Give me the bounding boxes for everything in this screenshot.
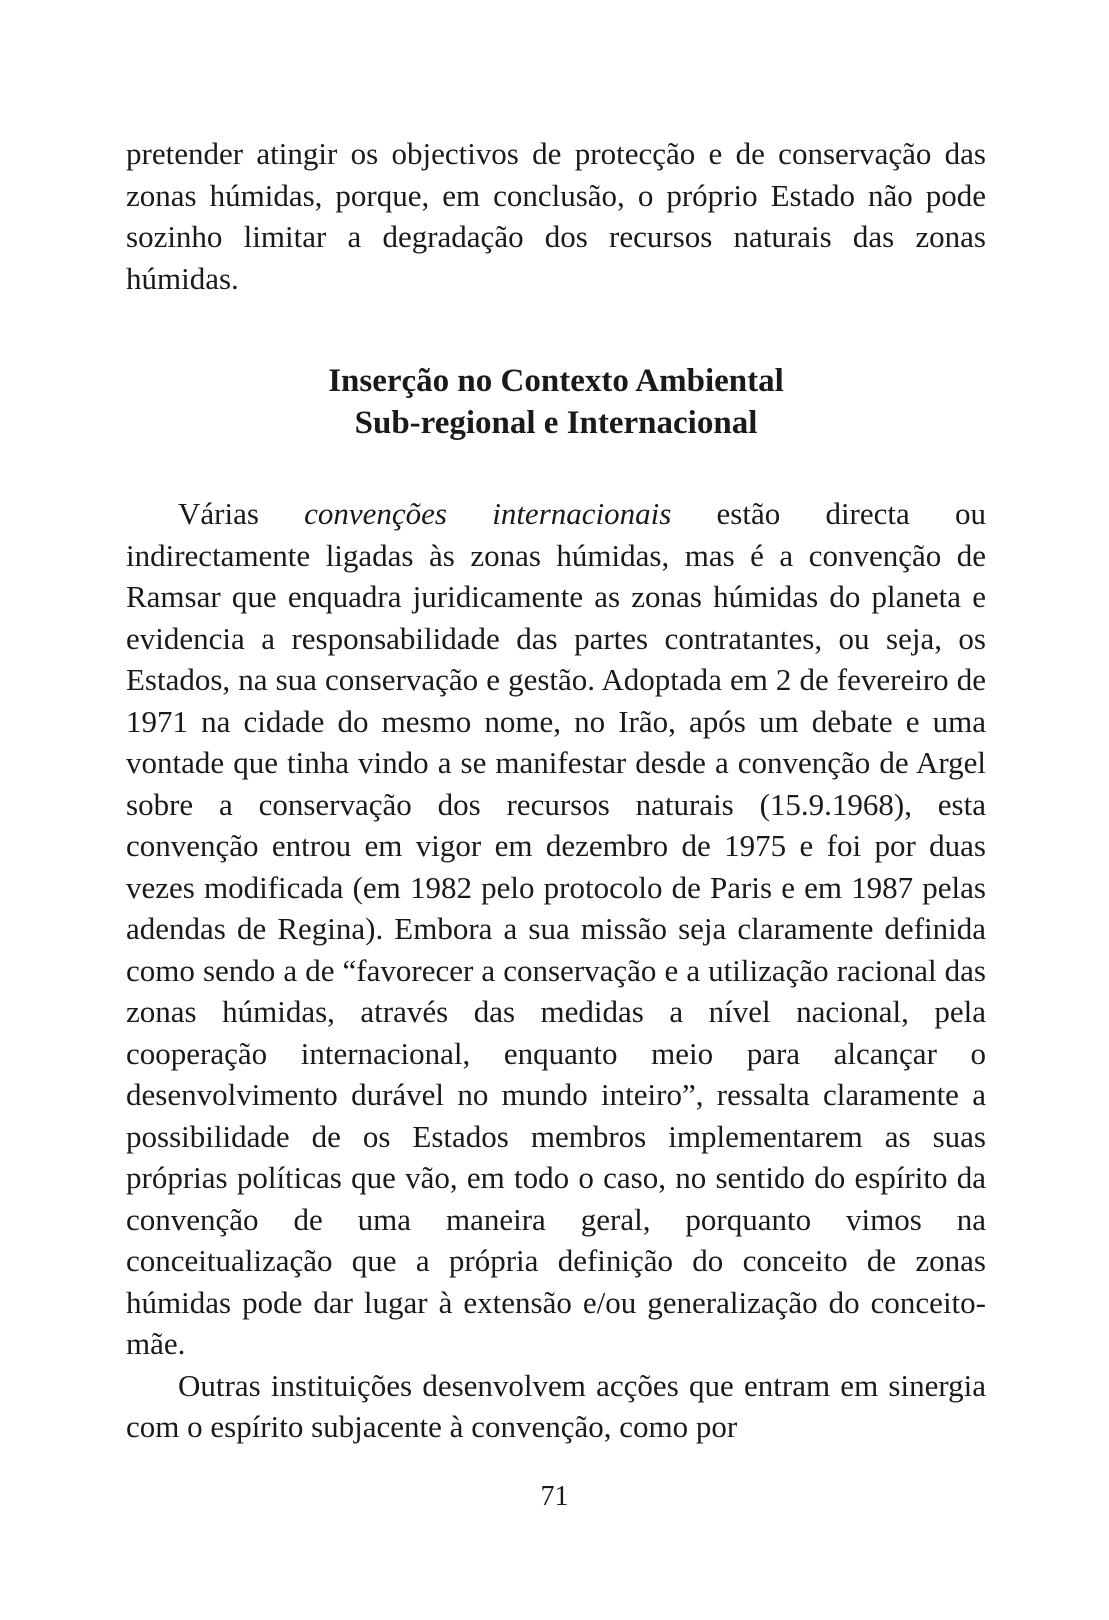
page-body bbox=[126, 133, 986, 1448]
paragraph-ramsar-convention bbox=[126, 493, 986, 1365]
paragraph-body: estão directa ou indirectamente ligadas às zonas húmidas, mas é a convenção de Ramsar que enquadra juridicamente as zonas húmidas do planeta e evidencia a responsabilidade das partes contratantes, ou seja, os Estados, na sua conservação e gestão. Adoptada em 2 de fevereiro de 1971 na cidade do mesmo nome, no Irão, após um debate e uma vontade que tinha vindo a se manifestar desde a convenção de Argel sobre a conservação dos recursos naturais (15.9.1968), esta convenção entrou em vigor em dezembro de 1975 e foi por duas vezes modificada (em 1982 pelo protocolo de Paris e em 1987 pelas adendas de Regina). Embora a sua missão seja claramente definida como sendo a de “favorecer a conservação e a utilização racional das zonas húmidas, através das medidas a nível nacional, pela cooperação internacional, enquanto meio para alcançar o desenvolvimento durável no mundo inteiro”, ressalta claramente a possibilidade de os Estados membros implementarem as suas próprias políticas que vão, em todo o caso, no sentido do espírito da convenção de uma maneira geral, porquanto vimos na conceitualização que a própria definição do conceito de zonas húmidas pode dar lugar à extensão e/ou generalização do conceito-mãe. bbox=[126, 496, 986, 1361]
paragraph-lead: Várias bbox=[178, 496, 305, 531]
paragraph-other-institutions: Outras instituições desenvolvem acções que entram em sinergia com o espírito subjacente à convenção, como por bbox=[126, 1367, 986, 1444]
section-heading-line-2: Sub-regional e Internacional bbox=[354, 405, 758, 441]
section-heading-line-1: Inserção no Contexto Ambiental bbox=[328, 363, 784, 399]
page-number: 71 bbox=[540, 1481, 569, 1512]
section-heading bbox=[126, 360, 986, 444]
opening-paragraph: pretender atingir os objectivos de protecção e de conservação das zonas húmidas, porque, em conclusão, o próprio Estado não pode sozinho limitar a degradação dos recursos naturais das zonas húmidas. bbox=[126, 136, 986, 296]
emphasis-international-conventions: convenções internacionais bbox=[304, 496, 672, 531]
